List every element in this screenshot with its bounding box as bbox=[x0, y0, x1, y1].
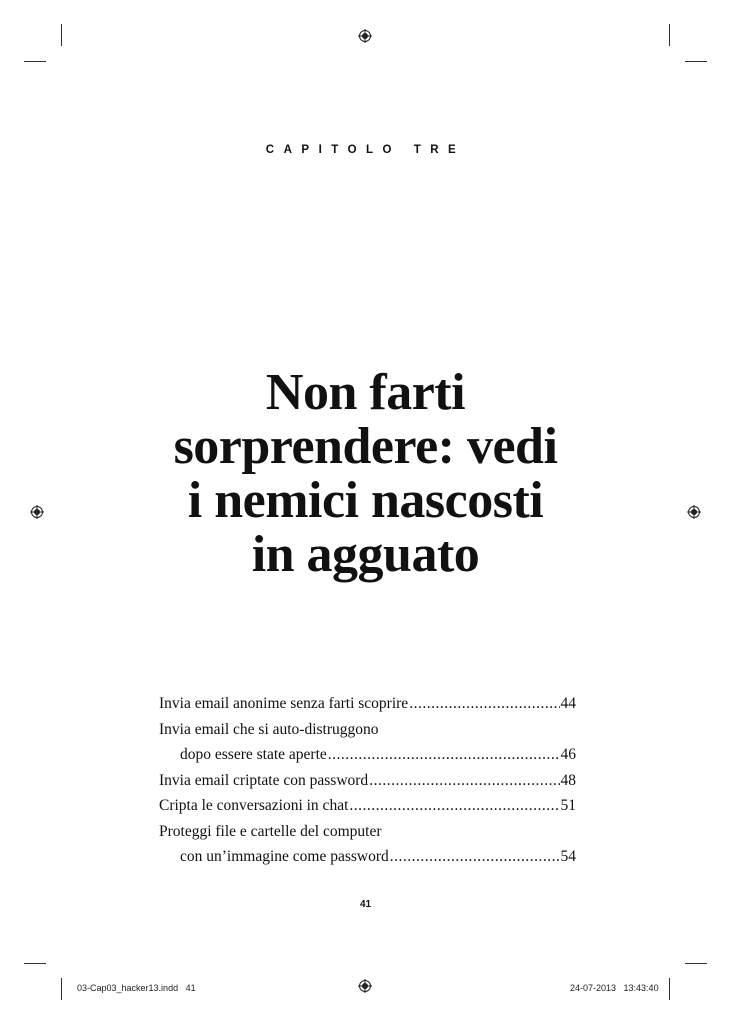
registration-mark-icon bbox=[358, 29, 372, 43]
toc-entry[interactable] bbox=[159, 721, 576, 747]
toc-entry-text: con un’immagine come password bbox=[180, 848, 389, 865]
toc-entry-page: 51 bbox=[560, 797, 576, 814]
toc-entry-page: 54 bbox=[560, 848, 576, 865]
toc-entry-text: Proteggi file e cartelle del computer bbox=[159, 822, 382, 840]
toc-entry[interactable] bbox=[159, 823, 576, 849]
toc-leader-dots bbox=[349, 797, 559, 815]
page-number: 41 bbox=[359, 899, 372, 910]
toc-leader-dots bbox=[328, 746, 560, 764]
crop-mark bbox=[24, 963, 46, 964]
toc-entry-continuation[interactable] bbox=[159, 746, 576, 772]
toc-entry[interactable] bbox=[159, 797, 576, 823]
toc-entry-text: Invia email anonime senza farti scoprire bbox=[159, 695, 409, 712]
chapter-title-line: Non farti bbox=[265, 364, 466, 421]
chapter-label: CAPITOLO TRE bbox=[265, 144, 466, 156]
crop-mark bbox=[669, 24, 670, 46]
chapter-title-line: i nemici nascosti bbox=[187, 472, 544, 529]
crop-mark bbox=[61, 24, 62, 46]
toc-entry-page: 44 bbox=[560, 695, 576, 712]
toc-entry-continuation[interactable] bbox=[159, 848, 576, 874]
registration-mark-icon bbox=[358, 979, 372, 993]
chapter-title bbox=[0, 366, 731, 582]
toc-leader-dots bbox=[409, 695, 559, 713]
crop-mark bbox=[685, 61, 707, 62]
crop-mark bbox=[61, 978, 62, 1000]
toc-entry-text: Invia email criptate con password bbox=[159, 771, 369, 789]
toc-entry[interactable] bbox=[159, 772, 576, 798]
table-of-contents bbox=[159, 695, 576, 874]
toc-entry-page: 46 bbox=[560, 746, 576, 763]
slug-filename: 03-Cap03_hacker13.indd 41 bbox=[77, 983, 196, 993]
toc-entry-page: 48 bbox=[560, 771, 576, 789]
crop-mark bbox=[669, 978, 670, 1000]
toc-entry-text: dopo essere state aperte bbox=[180, 746, 327, 763]
chapter-title-line: sorprendere: vedi bbox=[173, 418, 558, 475]
slug-timestamp: 24-07-2013 13:43:40 bbox=[570, 983, 659, 993]
crop-mark bbox=[24, 61, 46, 62]
toc-entry[interactable] bbox=[159, 695, 576, 721]
toc-leader-dots bbox=[369, 772, 559, 790]
toc-entry-text: Cripta le conversazioni in chat bbox=[159, 797, 349, 814]
chapter-title-line: in agguato bbox=[251, 526, 480, 583]
crop-mark bbox=[685, 963, 707, 964]
toc-entry-text: Invia email che si auto-distruggono bbox=[159, 720, 379, 738]
toc-leader-dots bbox=[390, 848, 560, 866]
